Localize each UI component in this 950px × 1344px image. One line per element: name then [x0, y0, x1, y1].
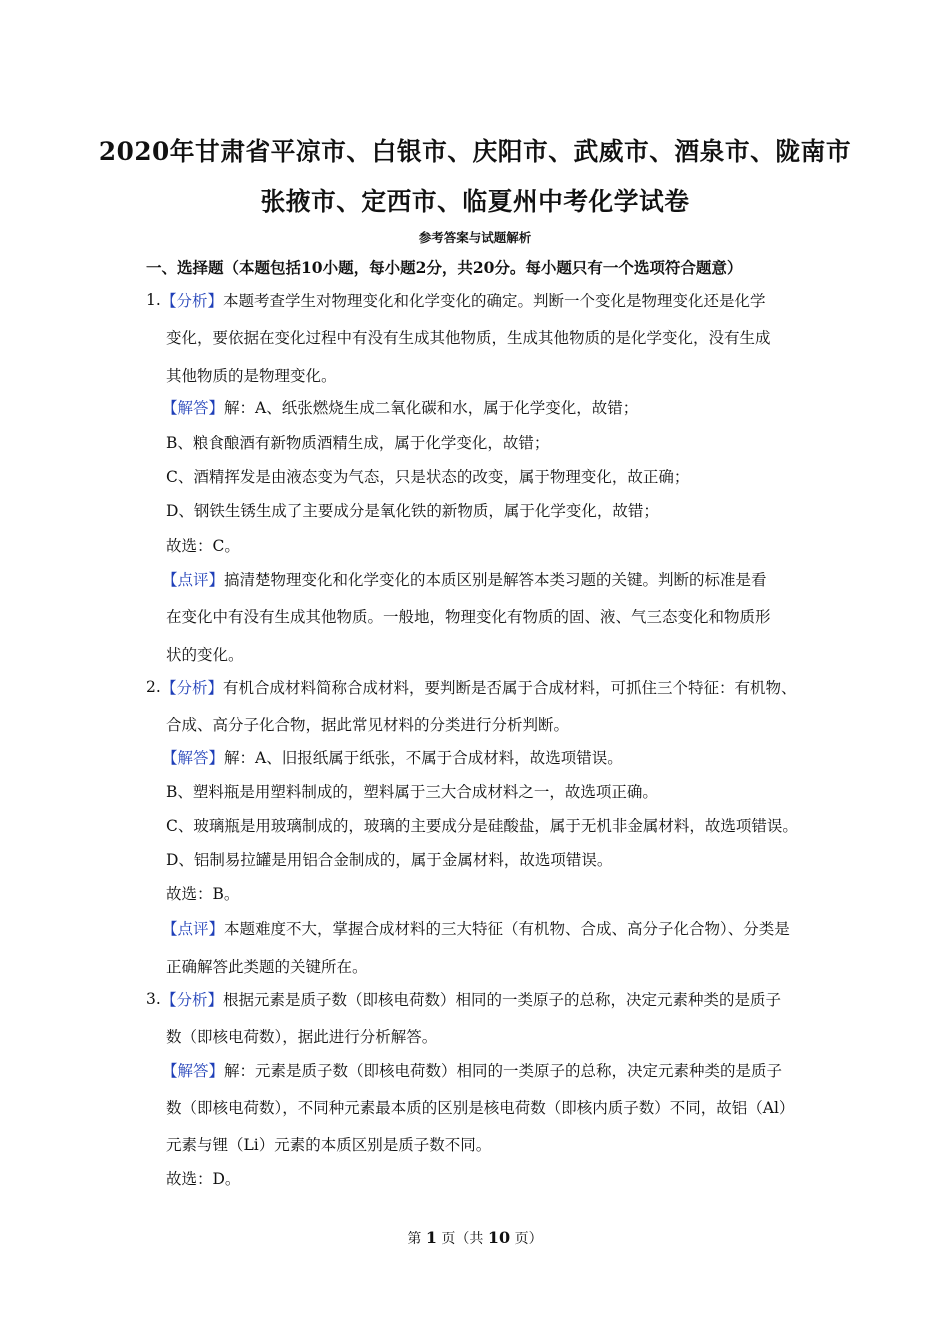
answer-line: 数（即核电荷数），不同种元素最本质的区别是核电荷数（即核内质子数）不同，故铝（Al）	[166, 1099, 795, 1117]
answer-line: B、塑料瓶是用塑料制成的，塑料属于三大合成材料之一，故选项正确。	[166, 783, 658, 801]
answer-line: C、玻璃瓶是用玻璃制成的，玻璃的主要成分是硅酸盐，属于无机非金属材料，故选项错误。	[166, 817, 798, 835]
answer-line: 故选：D。	[166, 1170, 241, 1188]
analysis-line: 其他物质的是物理变化。	[166, 367, 337, 385]
comment-line: 在变化中有没有生成其他物质。一般地，物理变化有物质的固、液、气三态变化和物质形	[166, 608, 771, 626]
analysis-line: 合成、高分子化合物，据此常见材料的分类进行分析判断。	[166, 716, 570, 734]
comment-line: 状的变化。	[166, 646, 244, 664]
document-subtitle: 参考答案与试题解析	[418, 230, 532, 245]
analysis-tag: 【分析】	[161, 292, 224, 310]
comment-line	[162, 919, 790, 939]
analysis-text: 有机合成材料简称合成材料，要判断是否属于合成材料，可抓住三个特征：有机物、	[223, 679, 797, 697]
analysis-text: 根据元素是质子数（即核电荷数）相同的一类原子的总称，决定元素种类的是质子	[223, 991, 782, 1009]
analysis-line	[161, 678, 797, 698]
answer-tag: 【解答】	[162, 1062, 225, 1080]
comment-text: 搞清楚物理变化和化学变化的本质区别是解答本类习题的关键。判断的标准是看	[224, 571, 767, 589]
analysis-line	[161, 291, 766, 311]
page-footer	[0, 1228, 950, 1248]
answer-tag: 【解答】	[162, 399, 225, 417]
answer-line: 元素与锂（Li）元素的本质区别是质子数不同。	[166, 1136, 492, 1154]
answer-text: 解：A、旧报纸属于纸张，不属于合成材料，故选项错误。	[224, 749, 623, 767]
question-number: 1.	[146, 291, 161, 309]
answer-line: 故选：C。	[166, 537, 240, 555]
analysis-line: 变化，要依据在变化过程中有没有生成其他物质，生成其他物质的是化学变化，没有生成	[166, 329, 771, 347]
answer-line: D、铝制易拉罐是用铝合金制成的，属于金属材料，故选项错误。	[166, 851, 613, 869]
document-title-line2: 张掖市、定西市、临夏州中考化学试卷	[260, 187, 690, 216]
answer-line	[162, 398, 638, 418]
page-number: 1	[425, 1228, 437, 1247]
answer-text: 解：元素是质子数（即核电荷数）相同的一类原子的总称，决定元素种类的是质子	[224, 1062, 783, 1080]
answer-line: D、钢铁生锈生成了主要成分是氧化铁的新物质，属于化学变化，故错；	[166, 502, 659, 520]
footer-suffix: 页）	[510, 1231, 543, 1247]
analysis-line	[161, 990, 781, 1010]
analysis-line: 数（即核电荷数），据此进行分析解答。	[166, 1028, 438, 1046]
question-number: 3.	[146, 990, 161, 1008]
comment-line: 正确解答此类题的关键所在。	[166, 958, 368, 976]
answer-line: B、粮食酿酒有新物质酒精生成，属于化学变化，故错；	[166, 434, 550, 452]
analysis-tag: 【分析】	[161, 991, 224, 1009]
answer-line	[162, 1061, 782, 1081]
footer-prefix: 第	[407, 1231, 426, 1247]
total-pages: 10	[487, 1228, 511, 1247]
document-title-line1: 2020年甘肃省平凉市、白银市、庆阳市、武威市、酒泉市、陇南市	[98, 137, 852, 166]
comment-tag: 【点评】	[162, 571, 225, 589]
answer-line: C、酒精挥发是由液态变为气态，只是状态的改变，属于物理变化，故正确；	[166, 468, 690, 486]
comment-tag: 【点评】	[162, 920, 225, 938]
question-number: 2.	[146, 678, 161, 696]
analysis-text: 本题考查学生对物理变化和化学变化的确定。判断一个变化是物理变化还是化学	[223, 292, 766, 310]
section-heading: 一、选择题（本题包括10小题，每小题2分，共20分。每小题只有一个选项符合题意）	[146, 258, 743, 277]
answer-text: 解：A、纸张燃烧生成二氧化碳和水，属于化学变化，故错；	[224, 399, 639, 417]
footer-middle: 页（共	[436, 1231, 488, 1247]
comment-line	[162, 570, 767, 590]
comment-text: 本题难度不大，掌握合成材料的三大特征（有机物、合成、高分子化合物）、分类是	[224, 920, 790, 938]
answer-line	[162, 748, 623, 768]
answer-tag: 【解答】	[162, 749, 225, 767]
analysis-tag: 【分析】	[161, 679, 224, 697]
answer-line: 故选：B。	[166, 885, 240, 903]
